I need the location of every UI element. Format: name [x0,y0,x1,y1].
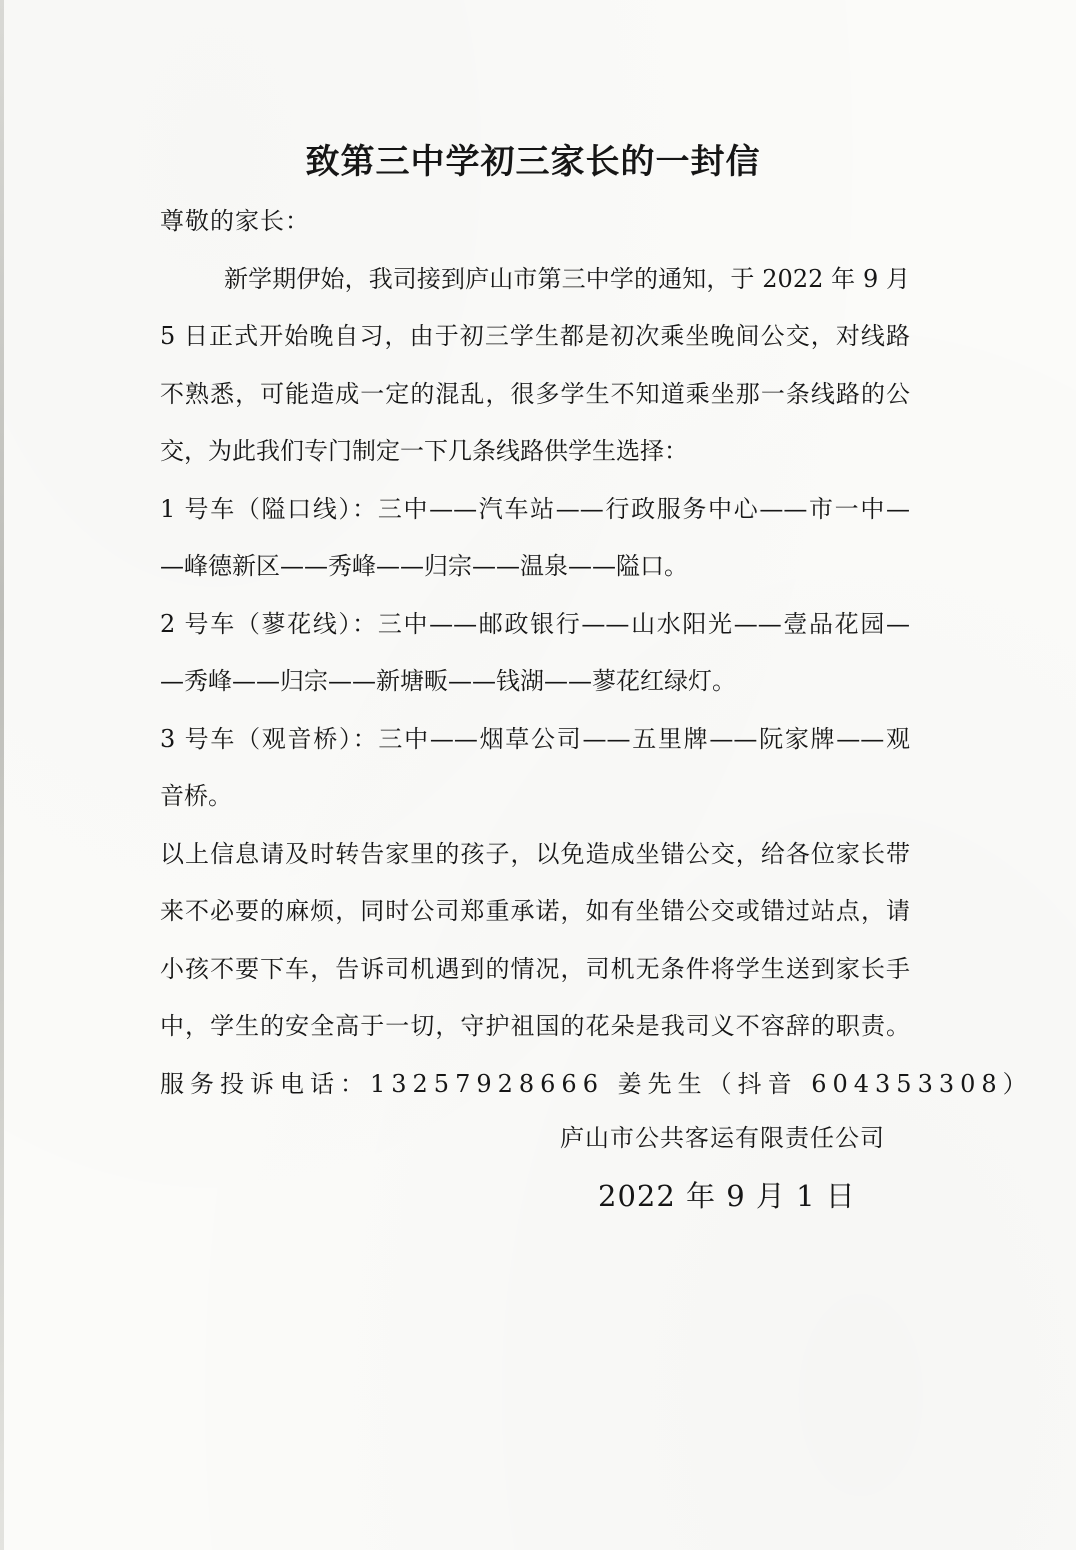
company-signature: 庐山市公共客运有限责任公司 [560,1124,885,1152]
salutation: 尊敬的家长： [160,207,310,235]
complaint-phone-line: 服务投诉电话：13257928666 姜先生（抖音 604353308） [160,1069,1033,1098]
letter-body [160,193,1033,1113]
letter-title: 致第三中学初三家长的一封信 [305,142,761,182]
intro-line-4: 交，为此我们专门制定一下几条线路供学生选择： [160,437,688,465]
intro-line-2: 5 日正式开始晚自习，由于初三学生都是初次乘坐晚间公交，对线路 [160,322,910,350]
route-2-line-1: 2 号车（蓼花线）：三中——邮政银行——山水阳光——壹品花园— [160,609,910,638]
notice-line-1: 以上信息请及时转告家里的孩子，以免造成坐错公交，给各位家长带 [160,839,910,868]
notice-line-2: 来不必要的麻烦，同时公司郑重承诺，如有坐错公交或错过站点，请 [160,897,910,925]
route-3-line-1: 3 号车（观音桥）：三中——烟草公司——五里牌——阮家牌——观 [160,724,910,753]
route-2-line-2: —秀峰——归宗——新塘畈——钱湖——蓼花红绿灯。 [160,667,736,695]
notice-line-4: 中，学生的安全高于一切，守护祖国的花朵是我司义不容辞的职责。 [160,1012,910,1040]
intro-line-1: 新学期伊始，我司接到庐山市第三中学的通知，于 2022 年 9 月 [224,264,910,293]
intro-line-3: 不熟悉，可能造成一定的混乱，很多学生不知道乘坐那一条线路的公 [160,379,910,408]
notice-line-3: 小孩不要下车，告诉司机遇到的情况，司机无条件将学生送到家长手 [160,954,910,983]
route-3-line-2: 音桥。 [160,782,232,810]
route-1-line-2: —峰德新区——秀峰——归宗——温泉——隘口。 [160,552,688,580]
letter-date: 2022 年 9 月 1 日 [598,1179,856,1213]
scan-edge-shadow [0,0,4,1550]
route-1-line-1: 1 号车（隘口线）：三中——汽车站——行政服务中心——市一中— [160,494,910,523]
